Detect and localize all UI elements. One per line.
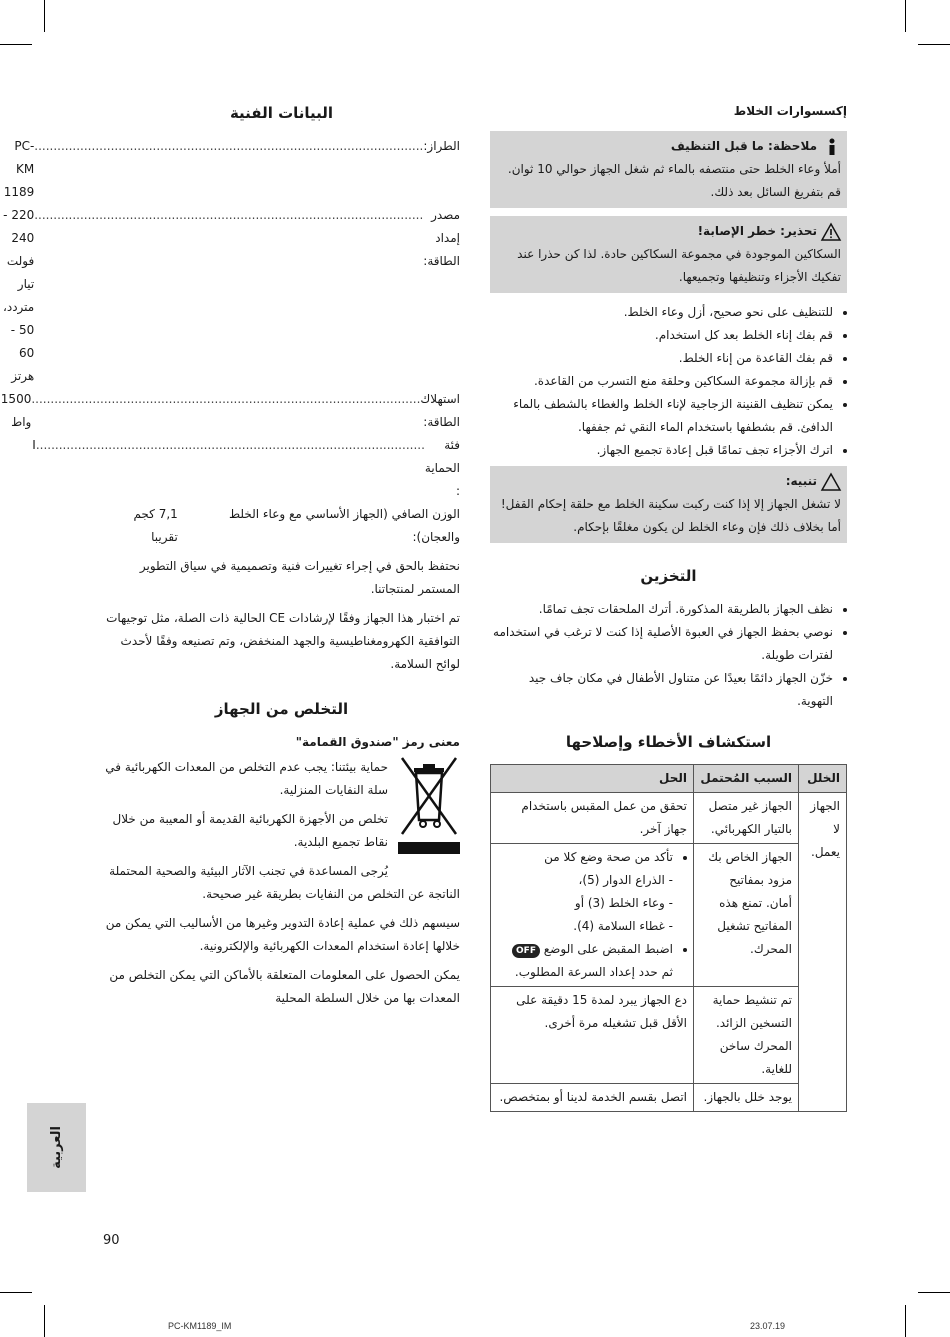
page-number: 90 — [103, 1233, 120, 1248]
cause-cell: تم تنشيط حماية التسخين الزائد. المحرك ساخن للغاية. — [694, 987, 799, 1084]
off-badge: OFF — [512, 944, 540, 958]
caution-text: لا تشغل الجهاز إلا إذا كنت ركبت سكينة الخلط مع حلقة إحكام القفل! أما بخلاف ذلك فإن وعاء الخلط لن يكون مغلقًا بإحكام. — [500, 497, 841, 534]
list-item: • اترك الأجزاء تجف تمامًا قبل إعادة تجميع الجهاز. — [490, 439, 833, 462]
left-column — [0, 100, 460, 1016]
disposal-title: التخلص من الجهاز — [214, 700, 349, 718]
list-item: • قم بإزالة مجموعة السكاكين وحلقة منع التسرب من القاعدة. — [490, 370, 833, 393]
crop-mark — [0, 1292, 32, 1293]
disposal-paragraph: يمكن الحصول على المعلومات المتعلقة بالأماكن التي يمكن التخلص من المعدات بها من خلال السلطة المحلية — [109, 968, 460, 1005]
crop-mark — [905, 0, 906, 32]
specs-paragraph: نحتفظ بالحق في إجراء تغييرات فنية وتصميمية في سياق التطوير المستمر لمنتجاتنا. — [139, 559, 460, 596]
list-item: • تأكد من صحة وضع كلا من — [497, 846, 673, 869]
footer-left: PC-KM1189_IM — [168, 1321, 232, 1331]
disposal-paragraph: سيسهم ذلك في عملية إعادة التدوير وغيرها من الأساليب التي يمكن من خلالها إعادة استخدام المعدات الكهربائية والإلكترونية. — [105, 916, 460, 953]
table-row — [491, 987, 847, 1084]
warning-title: تحذير: خطر الإصابة! — [697, 224, 817, 238]
spec-row: استهلاك الطاقة: ...................................................................................................... 1500 واط — [0, 392, 460, 429]
solution-cell: دع الجهاز يبرد لمدة 15 دقيقة على الأقل قبل تشغيله مرة أخرى. — [491, 987, 694, 1084]
solution-cell — [491, 844, 694, 987]
disposal-subtitle: معنى رمز "صندوق القمامة" — [295, 735, 460, 749]
storage-title: التخزين — [640, 567, 697, 585]
troubleshooting-table — [490, 764, 847, 1112]
list-item: • اضبط المقبض على الوضع OFF ثم حدد إعداد السرعة المطلوب. — [497, 938, 673, 984]
table-header: السبب المُحتمل — [694, 765, 799, 793]
caution-title: تنبيه: — [785, 474, 817, 488]
disposal-paragraph: يُرجى المساعدة في تجنب الآثار البيئية والصحية المحتملة الناتجة عن التخلص من النفايات بطريقة غير صحيحة. — [109, 864, 460, 901]
list-item: • نظف الجهاز بالطريقة المذكورة. أترك الملحقات تجف تمامًا. — [490, 598, 833, 621]
note-text: أملأ وعاء الخلط حتى منتصفه بالماء ثم شغل الجهاز حوالي 10 ثوان. قم بتفريغ السائل بعد ذلك. — [507, 162, 841, 199]
solution-cell: اتصل بقسم الخدمة لدينا أو بمتخصص. — [491, 1084, 694, 1112]
crop-mark — [918, 1292, 950, 1293]
spec-row: الطراز: ...................................................................................................... PC-KM 1189 — [3, 139, 460, 199]
list-item: • خزّن الجهاز دائمًا بعيدًا عن متناول الأطفال في مكان جاف جيد التهوية. — [490, 667, 833, 713]
troubleshooting-title: استكشاف الأخطاء وإصلاحها — [565, 733, 772, 751]
solution-cell: تحقق من عمل المقبس باستخدام جهاز آخر. — [491, 793, 694, 844]
list-item: • قم بفك إناء الخلط بعد كل استخدام. — [490, 324, 833, 347]
list-item: • للتنظيف على نحو صحيح، أزل وعاء الخلط. — [490, 301, 833, 324]
crop-mark — [0, 44, 32, 45]
cause-cell: الجهاز غير متصل بالتيار الكهربائي. — [694, 793, 799, 844]
list-item: - الذراع الدوار (5)، — [578, 873, 673, 887]
list-item: • نوصي بحفظ الجهاز في العبوة الأصلية إذا كنت لا ترغب في استخدامه لفترات طويلة. — [490, 621, 833, 667]
table-header: الحل — [491, 765, 694, 793]
note-box — [490, 131, 847, 208]
table-header: الخلل — [799, 765, 847, 793]
list-item: - وعاء الخلط (3) أو — [574, 896, 673, 910]
storage-list — [490, 598, 847, 713]
list-item: - غطاء السلامة (4). — [573, 919, 673, 933]
list-item: • قم بفك القاعدة من إناء الخلط. — [490, 347, 833, 370]
spec-row: فئة الحماية : ...................................................................................................... I — [32, 438, 460, 498]
language-tab: العربية — [27, 1103, 86, 1192]
warning-box — [490, 216, 847, 293]
right-column — [490, 100, 847, 1112]
crop-mark — [44, 0, 45, 32]
crossed-bin-icon — [398, 756, 460, 864]
caution-box — [490, 466, 847, 543]
specs-paragraph: تم اختبار هذا الجهاز وفقًا لإرشادات CE الحالية ذات الصلة، مثل توجيهات التوافقية الكهرومغناطيسية والجهد المنخفض، وتم تصنيعه وفقًا لأحدث لوائح السلامة. — [106, 611, 460, 671]
disposal-paragraph: تخلص من الأجهزة الكهربائية القديمة أو المعيبة من خلال نقاط تجميع البلدية. — [112, 812, 388, 849]
specs-title: البيانات الفنية — [229, 104, 334, 122]
crop-mark — [44, 1305, 45, 1337]
warning-text: السكاكين الموجودة في مجموعة السكاكين حادة. لذا كن حذرا عند تفكيك الأجزاء وتنظيفها وتجميعها. — [517, 247, 841, 284]
cause-cell: يوجد خلل بالجهاز. — [694, 1084, 799, 1112]
info-icon — [823, 138, 841, 156]
warning-triangle-icon — [823, 223, 841, 241]
disposal-paragraph: حماية بيئتنا: يجب عدم التخلص من المعدات الكهربائية في سلة النفايات المنزلية. — [105, 760, 388, 797]
crop-mark — [905, 1305, 906, 1337]
table-row — [491, 1084, 847, 1112]
section-label: إكسسوارات الخلاط — [733, 104, 847, 118]
caution-triangle-icon — [823, 473, 841, 491]
table-row — [491, 844, 847, 987]
footer-right: 23.07.19 — [750, 1321, 786, 1331]
crop-mark — [918, 44, 950, 45]
list-item: • يمكن تنظيف القنينة الزجاجية لإناء الخلط والغطاء بالشطف بالماء الدافئ. قم بشطفها باستخدام الماء النقي ثم جففها. — [490, 393, 833, 439]
fault-cell: الجهاز لا يعمل. — [799, 793, 847, 1112]
spec-row: مصدر إمداد الطاقة: ...................................................................................................... 220 - 240 فولت تيار متردد، 50 - 60 هرتز — [2, 208, 460, 383]
cause-cell: الجهاز الخاص بك مزود بمفاتيح أمان. تمنع هذه المفاتيح تشغيل المحرك. — [694, 844, 799, 987]
table-row — [491, 793, 847, 844]
note-title: ملاحظة: ما قبل التنظيف — [670, 139, 817, 153]
cleaning-list — [490, 301, 847, 462]
spec-row: الوزن الصافي (الجهاز الأساسي مع وعاء الخلط والعجان): 7,1 كجم تقريبا — [133, 507, 460, 544]
